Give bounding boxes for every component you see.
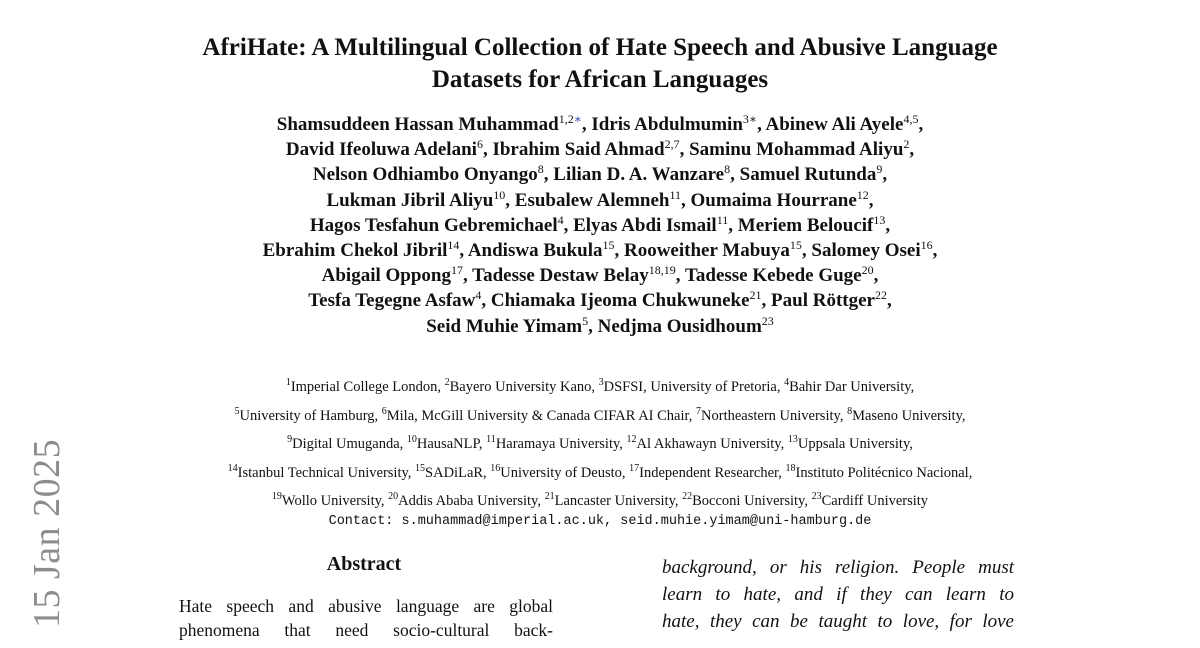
affil-name: Mila, McGill University & Canada CIFAR AI Chair: [386, 407, 689, 424]
author-mark: ∗: [748, 112, 758, 126]
affiliation-line: $^9$Digital Umuganda, $^{10}$HausaNLP, $^{11}$Haramaya University, $^{12}$Al Akhawayn University, $^{13}$Uppsala University,: [287, 434, 913, 452]
author-mark: ∗: [573, 112, 582, 126]
author-line: Tesfa Tegegne Asfaw$^4$, Chiamaka Ijeoma Chukwuneke$^{21}$, Paul Röttger$^{22}$,: [308, 288, 892, 312]
author-affil-sup: 15: [602, 238, 615, 253]
author-affil-sup: 3: [742, 112, 749, 126]
author-name: Shamsuddeen Hassan Muhammad: [276, 114, 559, 135]
author-name: Lilian D. A. Wanzare: [553, 164, 725, 186]
affil-number: 19: [271, 491, 282, 502]
affil-number: 9: [287, 434, 293, 445]
affil-number: 11: [486, 434, 496, 445]
affil-number: 2: [444, 377, 450, 388]
author-line: Seid Muhie Yimam$^5$, Nedjma Ousidhoum$^{23}$: [426, 313, 774, 337]
author-name: Saminu Mohammad Aliyu: [689, 139, 904, 161]
author-name: Paul Röttger: [771, 290, 875, 312]
author-name: Hagos Tesfahun Gebremichael: [309, 214, 558, 236]
affil-number: 12: [626, 434, 637, 445]
author-affil-sup: 22: [875, 288, 887, 303]
author-name: Esubalew Alemneh: [514, 189, 670, 211]
affil-name: DSFSI, University of Pretoria: [603, 379, 777, 395]
affil-number: 7: [696, 405, 702, 417]
author-line: Lukman Jibril Aliyu$^{10}$, Esubalew Alemneh$^{11}$, Oumaima Hourrane$^{12}$,: [326, 187, 874, 211]
affil-name: Digital Umuganda: [292, 436, 400, 452]
affil-name: Al Akhawayn University: [636, 436, 781, 452]
affil-number: 6: [381, 405, 387, 417]
affil-number: 21: [544, 491, 555, 502]
author-affil-sup: 11: [669, 187, 682, 202]
affil-name: Instituto Politécnico Nacional: [795, 464, 969, 481]
author-affil-sup: 2: [903, 137, 910, 152]
abstract-line: Hate speech and abusive language are global: [179, 596, 553, 616]
affil-name: Independent Researcher: [639, 464, 779, 481]
author-name: Tesfa Tegegne Asfaw: [308, 290, 476, 312]
author-line: Hagos Tesfahun Gebremichael$^4$, Elyas Abdi Ismail$^{11}$, Meriem Beloucif$^{13}$,: [309, 212, 891, 236]
author-affil-sup: 9: [876, 162, 883, 177]
affil-number: 1: [285, 377, 291, 388]
affil-name: Addis Ababa University: [398, 493, 538, 509]
author-affil-sup: 18,19: [648, 263, 676, 278]
author-affil-sup: 14: [447, 238, 460, 253]
affiliation-line: $^1$Imperial College London, $^2$Bayero University Kano, $^3$DSFSI, University of Pretoria, $^4$Bahir Dar University,: [285, 377, 915, 395]
author-affil-sup: 1,2: [558, 112, 574, 126]
author-affil-sup: 15: [789, 238, 802, 253]
author-name: Rooweither Mabuya: [623, 240, 790, 262]
author-name: Nelson Odhiambo Onyango: [312, 164, 538, 186]
affil-name: University of Deusto: [500, 464, 622, 481]
author-list: [130, 112, 1070, 339]
author-affil-sup: 8: [724, 162, 731, 177]
quote-line: background, or his religion. People must: [662, 557, 1014, 578]
affil-number: 16: [490, 462, 501, 474]
affil-number: 3: [598, 377, 604, 388]
abstract-heading: Abstract: [326, 553, 402, 575]
author-affil-sup: 4: [557, 212, 564, 227]
author-name: Nedjma Ousidhoum: [597, 315, 762, 337]
author-name: Salomey Osei: [811, 240, 921, 262]
affil-number: 22: [682, 491, 693, 502]
affil-name: HausaNLP: [416, 436, 479, 452]
author-line: Shamsuddeen Hassan Muhammad$^{1,2∗}$, Idris Abdulmumin$^{3∗}$, Abinew Ali Ayele$^{4,5}$,: [276, 112, 924, 135]
author-name: Idris Abdulmumin: [591, 114, 743, 135]
author-affil-sup: 2,7: [664, 137, 680, 152]
author-name: Ibrahim Said Ahmad: [492, 139, 665, 161]
author-affil-sup: 5: [582, 313, 589, 328]
affil-name: Bayero University Kano: [449, 379, 592, 395]
quote-line: hate, they can be taught to love, for love: [662, 611, 1014, 632]
contact-emails: Contact: s.muhammad@imperial.ac.uk, seid.muhie.yimam@uni-hamburg.de: [328, 514, 872, 529]
affiliation-line: $^{19}$Wollo University, $^{20}$Addis Ababa University, $^{21}$Lancaster University, $^{22}$Bocconi University, $^{23}$Cardiff University: [271, 491, 929, 509]
affil-name: Bocconi University: [692, 493, 805, 509]
author-name: Seid Muhie Yimam: [426, 315, 583, 337]
paper-title: [100, 32, 1100, 96]
epigraph-quote: [662, 554, 1014, 635]
author-name: Chiamaka Ijeoma Chukwuneke: [490, 290, 750, 312]
abstract-line: phenomena that need socio-cultural back-: [179, 620, 553, 640]
arxiv-date-stamp: 15 Jan 2025: [26, 438, 68, 628]
author-name: Meriem Beloucif: [737, 214, 874, 236]
author-name: Abinew Ali Ayele: [765, 114, 904, 135]
author-affil-sup: 21: [749, 288, 762, 303]
author-line: Ebrahim Chekol Jibril$^{14}$, Andiswa Bukula$^{15}$, Rooweither Mabuya$^{15}$, Salomey Osei$^{16}$,: [262, 238, 938, 262]
author-line: Nelson Odhiambo Onyango$^8$, Lilian D. A. Wanzare$^8$, Samuel Rutunda$^9$,: [312, 162, 888, 186]
author-name: Oumaima Hourrane: [690, 189, 857, 211]
affil-name: Maseno University: [852, 407, 962, 424]
affil-name: Uppsala University: [797, 436, 910, 452]
affil-number: 8: [847, 405, 853, 417]
affil-name: Northeastern University: [701, 407, 840, 424]
affil-number: 18: [785, 462, 796, 474]
affil-number: 17: [629, 462, 640, 474]
author-affil-sup: 13: [873, 212, 886, 227]
author-affil-sup: 20: [861, 263, 874, 278]
author-affil-sup: 12: [856, 187, 869, 202]
author-affil-sup: 16: [920, 238, 933, 253]
author-name: Abigail Oppong: [321, 265, 451, 287]
title-line-1: AfriHate: A Multilingual Collection of Hate Speech and Abusive Language: [202, 34, 998, 61]
quote-line: learn to hate, and if they can learn to: [662, 584, 1014, 605]
author-name: Lukman Jibril Aliyu: [326, 189, 494, 211]
author-affil-sup: 8: [537, 162, 544, 177]
affil-name: University of Hamburg: [239, 407, 375, 424]
affiliation-line: $^5$University of Hamburg, $^6$Mila, McGill University & Canada CIFAR AI Chair, $^7$Northeastern University, $^8$Maseno University,: [234, 405, 966, 424]
author-name: Tadesse Destaw Belay: [472, 265, 649, 287]
affil-number: 10: [406, 434, 417, 445]
author-name: Elyas Abdi Ismail: [573, 214, 717, 236]
affil-name: SADiLaR: [425, 464, 484, 481]
affil-name: Cardiff University: [821, 493, 929, 509]
author-name: David Ifeoluwa Adelani: [285, 139, 477, 161]
affil-name: Istanbul Technical University: [237, 464, 408, 481]
affil-number: 5: [234, 405, 240, 417]
affil-number: 13: [787, 434, 798, 445]
author-line: Abigail Oppong$^{17}$, Tadesse Destaw Belay$^{18,19}$, Tadesse Kebede Guge$^{20}$,: [321, 263, 879, 287]
author-affil-sup: 6: [476, 137, 483, 152]
author-affil-sup: 10: [493, 187, 506, 202]
affil-number: 23: [811, 491, 822, 502]
affil-name: Wollo University: [281, 493, 381, 509]
affil-name: Haramaya University: [495, 436, 620, 452]
author-line: David Ifeoluwa Adelani$^6$, Ibrahim Said Ahmad$^{2,7}$, Saminu Mohammad Aliyu$^2$,: [285, 137, 915, 161]
abstract-body: [179, 594, 553, 642]
author-affil-sup: 4,5: [903, 112, 919, 126]
affil-name: Lancaster University: [554, 493, 675, 509]
affil-name: Bahir Dar University: [789, 379, 911, 395]
affil-number: 20: [388, 491, 399, 502]
author-affil-sup: 23: [761, 313, 774, 328]
author-name: Samuel Rutunda: [739, 164, 877, 186]
affil-name: Imperial College London: [290, 379, 438, 395]
author-affil-sup: 4: [475, 288, 482, 303]
author-name: Tadesse Kebede Guge: [684, 265, 862, 287]
title-line-2: Datasets for African Languages: [431, 66, 769, 93]
affiliation-list: [60, 373, 1140, 516]
affil-number: 14: [227, 462, 238, 474]
author-name: Ebrahim Chekol Jibril: [262, 240, 448, 262]
author-name: Andiswa Bukula: [467, 240, 603, 262]
affil-number: 4: [784, 377, 790, 388]
affil-number: 15: [415, 462, 426, 474]
affiliation-line: $^{14}$Istanbul Technical University, $^{15}$SADiLaR, $^{16}$University of Deusto, $^{17}$Independent Researcher, $^{18}$Instituto Politécnico Nacional,: [227, 462, 973, 481]
author-affil-sup: 11: [716, 212, 729, 227]
author-affil-sup: 17: [450, 263, 463, 278]
